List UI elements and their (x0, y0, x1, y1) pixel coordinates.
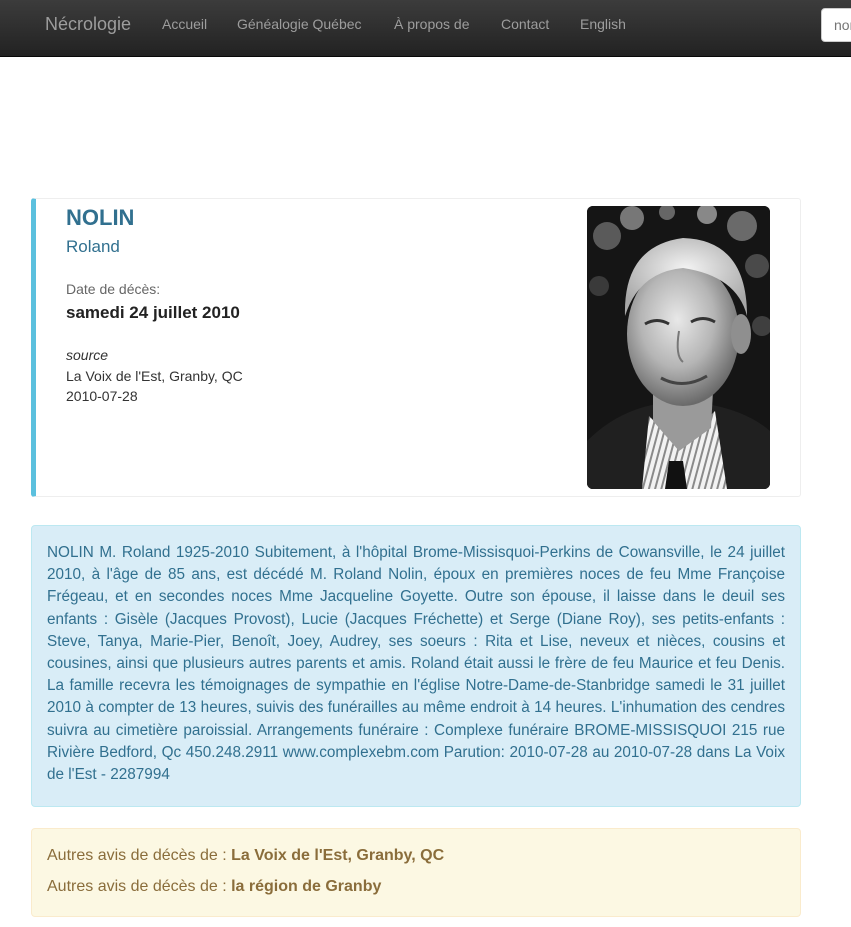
nav-item-accueil[interactable]: Accueil (162, 16, 208, 32)
person-card (31, 198, 801, 497)
other-notices-prefix: Autres avis de décès de : (47, 847, 227, 864)
other-notices-panel (31, 828, 801, 917)
other-notices-region-link[interactable]: la région de Granby (231, 878, 382, 895)
death-date-value: samedi 24 juillet 2010 (66, 303, 240, 322)
portrait-image (587, 206, 770, 489)
other-notices-prefix-2: Autres avis de décès de : (47, 878, 227, 895)
person-photo (587, 206, 770, 489)
person-lastname: NOLIN (66, 205, 135, 230)
search-input[interactable] (821, 8, 851, 42)
other-notices-source (47, 847, 444, 865)
nav-item-a-propos[interactable]: À propos de (394, 16, 470, 32)
nav-item-english[interactable]: English (580, 16, 626, 32)
source-date: 2010-07-28 (66, 388, 138, 404)
death-date-label: Date de décès: (66, 281, 161, 297)
nav-item-contact[interactable]: Contact (501, 16, 550, 32)
source-name: La Voix de l'Est, Granby, QC (66, 368, 243, 384)
nav-item-genealogie[interactable]: Généalogie Québec (237, 16, 362, 32)
obituary-notice (31, 525, 801, 807)
person-firstname: Roland (66, 237, 120, 256)
source-label: source (66, 347, 109, 363)
navbar-brand[interactable]: Nécrologie (45, 14, 132, 34)
other-notices-region (47, 878, 381, 896)
top-navbar (0, 0, 851, 57)
other-notices-source-link[interactable]: La Voix de l'Est, Granby, QC (231, 847, 445, 864)
obituary-text: NOLIN M. Roland 1925-2010 Subitement, à l'hôpital Brome-Missisquoi-Perkins de Cowansville, le 24 juillet 2010, à l'âge de 85 ans, est décédé M. Roland Nolin, époux en premières noces de feu Mme Françoise Frégeau, et en secondes noces Mme Jacqueline Goyette. Outre son épouse, il laisse dans le deuil ses enfants : Gisèle (Jacques Provost), Lucie (Jacques Fréchette) et Serge (Diane Roy), ses petits-enfants : Steve, Tanya, Marie-Pier, Benoît, Joey, Audrey, ses soeurs : Rita et Lise, neveux et nièces, cousins et cousines, ainsi que plusieurs autres parents et amis. Roland était aussi le frère de feu Maurice et feu Denis. La famille recevra les témoignages de sympathie en l'église Notre-Dame-de-Stanbridge samedi le 31 juillet 2010 à compter de 13 heures, suivis des funérailles au même endroit à 14 heures. L'inhumation des cendres suivra au cimetière paroissial. Arrangements funéraire : Complexe funéraire BROME-MISSISQUOI 215 rue Rivière Bedford, Qc 450.248.2911 www.complexebm.com Parution: 2010-07-28 au 2010-07-28 dans La Voix de l'Est - 2287994 (47, 544, 785, 784)
